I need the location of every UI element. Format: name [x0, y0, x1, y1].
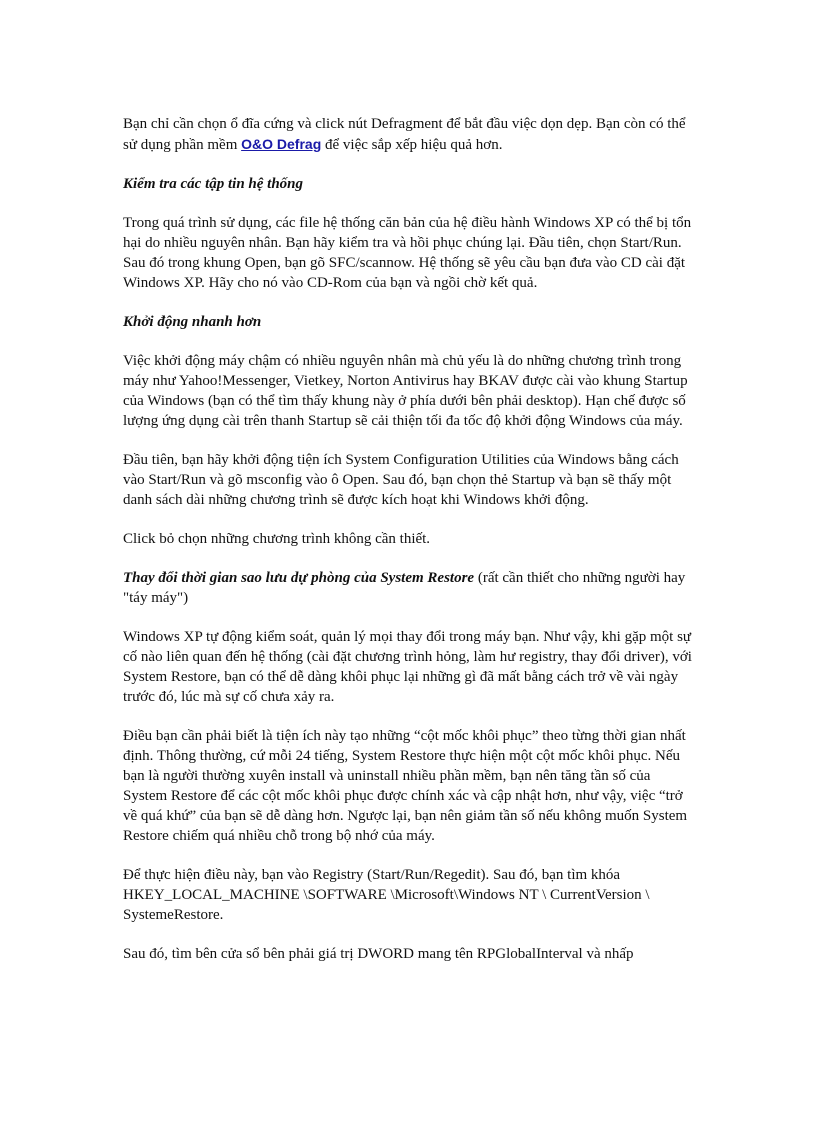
heading-system-restore: Thay đổi thời gian sao lưu dự phòng của System Restore — [123, 570, 475, 586]
paragraph-msconfig: Đầu tiên, bạn hãy khởi động tiện ích System Configuration Utilities của Windows bằng cách vào Start/Run và gõ msconfig vào ô Open. Sau đó, bạn chọn thẻ Startup và bạn sẽ thấy một danh sách dài những chương trình sẽ được kích hoạt khi Windows khởi động. — [123, 452, 679, 508]
paragraph-rpglobalinterval: Sau đó, tìm bên cửa sổ bên phải giá trị DWORD mang tên RPGlobalInterval và nhấp — [123, 946, 634, 962]
paragraph-startup-causes: Việc khởi động máy chậm có nhiều nguyên nhân mà chủ yếu là do những chương trình trong máy như Yahoo!Messenger, Vietkey, Norton Antivirus hay BKAV được cài vào khung Startup của Windows (bạn có thể tìm thấy khung này ở phía dưới bên phải desktop). Hạn chế được số lượng ứng dụng cài trên thanh Startup sẽ cải thiện tối đa tốc độ khởi động Windows của máy. — [123, 353, 688, 429]
paragraph-system-restore-intro: Windows XP tự động kiểm soát, quản lý mọi thay đổi trong máy bạn. Như vậy, khi gặp một sự cố nào liên quan đến hệ thống (cài đặt chương trình hỏng, làm hư registry, thay đổi driver), với System Restore, bạn có thể dễ dàng khôi phục lại những gì đã mất bằng cách trở về vài ngày trước đó, lúc mà sự cố chưa xảy ra. — [123, 629, 692, 705]
paragraph-system-files: Trong quá trình sử dụng, các file hệ thống căn bản của hệ điều hành Windows XP có thể bị tổn hại do nhiều nguyên nhân. Bạn hãy kiểm tra và hồi phục chúng lại. Đầu tiên, chọn Start/Run. Sau đó trong khung Open, bạn gõ SFC/scannow. Hệ thống sẽ yêu cầu bạn đưa vào CD cài đặt Windows XP. Hãy cho nó vào CD-Rom của bạn và ngồi chờ kết quả. — [123, 215, 692, 291]
paragraph-defrag — [123, 114, 695, 155]
paragraph-defrag-text-2: để việc sắp xếp hiệu quả hơn. — [321, 137, 503, 153]
heading-system-restore-note: (rất cần thiết cho những người hay "táy máy") — [123, 570, 686, 606]
paragraph-restore-points: Điều bạn cần phải biết là tiện ích này tạo những “cột mốc khôi phục” theo từng thời gian nhất định. Thông thường, cứ mỗi 24 tiếng, System Restore thực hiện một cột mốc khôi phục. Nếu bạn là người thường xuyên install và uninstall nhiều phần mềm, bạn nên tăng tần số của System Restore để các cột mốc khôi phục được chính xác và cập nhật hơn, như vậy, việc “trở về quá khứ” của bạn sẽ dễ dàng hơn. Ngược lại, bạn nên giảm tần số nếu không muốn System Restore chiếm quá nhiều chỗ trong bộ nhớ của máy. — [123, 728, 688, 844]
paragraph-defrag-text-1: Bạn chỉ cần chọn ổ đĩa cứng và click nút Defragment để bắt đầu việc dọn dẹp. Bạn còn có thể sử dụng phần mềm — [123, 116, 686, 153]
document-page — [123, 114, 695, 983]
paragraph-registry-path: Để thực hiện điều này, bạn vào Registry (Start/Run/Regedit). Sau đó, bạn tìm khóa HKEY_LOCAL_MACHINE \SOFTWARE \Microsoft\Windows NT \ CurrentVersion \ SystemeRestore. — [123, 867, 650, 923]
paragraph-uncheck-programs: Click bỏ chọn những chương trình không cần thiết. — [123, 531, 431, 547]
oo-defrag-link[interactable]: O&O Defrag — [241, 136, 322, 152]
paragraph-system-restore-heading — [123, 568, 695, 608]
heading-faster-startup: Khởi động nhanh hơn — [123, 314, 262, 330]
heading-check-system-files: Kiểm tra các tập tin hệ thống — [123, 176, 304, 192]
